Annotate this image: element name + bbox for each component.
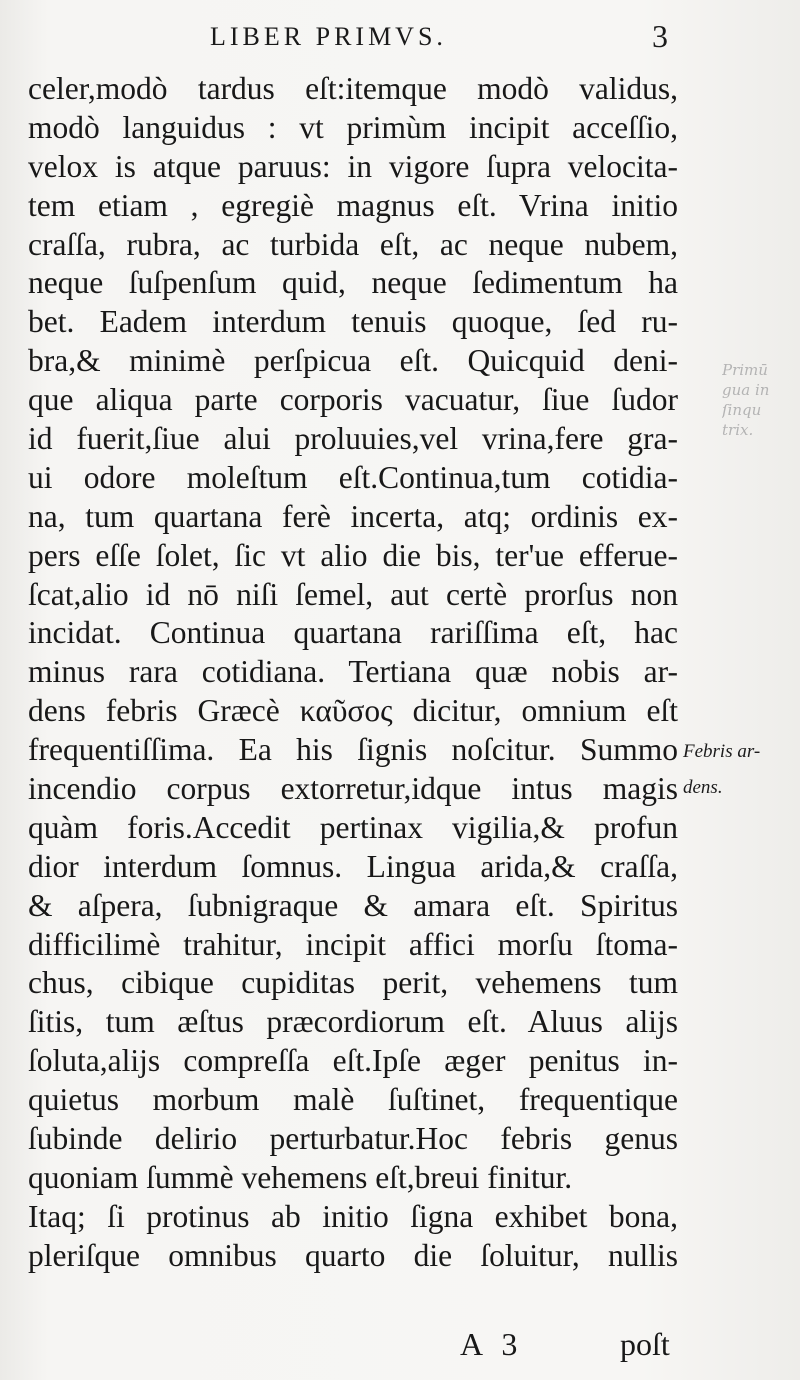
text-line: na, tum quartana ferè incerta, atq; ordinis ex- (28, 498, 678, 534)
text-line: bet. Eadem interdum tenuis quoque, ſed ru- (28, 304, 678, 340)
text-line: Itaq; ſi protinus ab initio ſigna exhibet bona, (28, 1198, 678, 1234)
catchword: poſt (620, 1326, 670, 1362)
text-line: que aliqua parte corporis vacuatur, ſiue ſudor (28, 382, 678, 418)
running-title: LIBER PRIMVS. (210, 22, 447, 51)
text-line: difficilimè trahitur, incipit affici morſu ſtoma- (28, 926, 678, 962)
page-footer (0, 1326, 800, 1376)
text-line: quàm foris.Accedit pertinax vigilia,& profun (28, 809, 678, 845)
text-line: ſcat,alio id nō niſi ſemel, aut certè prorſus non (28, 576, 678, 612)
text-line: modò languidus : vt primùm incipit acceſſio, (28, 109, 678, 145)
text-line: incendio corpus extorretur,idque intus magis (28, 771, 678, 807)
text-line: pers eſſe ſolet, ſic vt alio die bis, ter'ue efferue- (28, 537, 678, 573)
text-line: tem etiam , egregiè magnus eſt. Vrina initio (28, 187, 678, 223)
text-line: ſoluta,alijs compreſſa eſt.Ipſe æger penitus in- (28, 1043, 678, 1079)
text-line: ſitis, tum æſtus præcordiorum eſt. Aluus alijs (28, 1004, 678, 1040)
main-text-block (28, 70, 678, 1276)
text-line: ſubinde delirio perturbatur.Hoc febris genus (28, 1121, 678, 1157)
text-line: pleriſque omnibus quarto die ſoluitur, nullis (28, 1237, 678, 1273)
text-line: & aſpera, ſubnigraque & amara eſt. Spiritus (28, 887, 678, 923)
text-line: celer,modò tardus eſt:itemque modò validus, (28, 71, 678, 106)
running-head (0, 18, 800, 54)
marginal-gloss (683, 734, 793, 806)
marginal-gloss-line: dens. (683, 777, 723, 798)
text-line: frequentiſſima. Ea his ſignis noſcitur. Summo (28, 732, 678, 768)
signature-mark: A 3 (460, 1326, 524, 1362)
text-line: craſſa, rubra, ac turbida eſt, ac neque nubem, (28, 226, 678, 262)
show-through-text: Primū gua in ſinqu trix. (722, 361, 770, 439)
text-line: minus rara cotidiana. Tertiana quæ nobis ar- (28, 654, 678, 690)
text-line: quoniam ſummè vehemens eſt,breui finitur. (28, 1159, 573, 1195)
text-line: velox is atque paruus: in vigore ſupra velocita- (28, 148, 678, 184)
text-line: quietus morbum malè ſuſtinet, frequentique (28, 1082, 678, 1118)
text-line: neque ſuſpenſum quid, neque ſedimentum ha (28, 265, 678, 301)
text-line: incidat. Continua quartana rariſſima eſt, hac (28, 615, 678, 651)
text-line: ui odore moleſtum eſt.Continua,tum cotidia- (28, 459, 678, 495)
page-number: 3 (652, 18, 668, 54)
text-line: id fuerit,ſiue alui proluuies,vel vrina,fere gra- (28, 421, 678, 457)
text-line: dior interdum ſomnus. Lingua arida,& craſſa, (28, 848, 678, 884)
text-line: dens febris Græcè καῦσος dicitur, omnium eſt (28, 693, 678, 729)
marginal-gloss-line: Febris ar- (683, 741, 761, 762)
text-line: chus, cibique cupiditas perit, vehemens tum (28, 965, 678, 1001)
text-line: bra,& minimè perſpicua eſt. Quicquid deni- (28, 343, 678, 379)
